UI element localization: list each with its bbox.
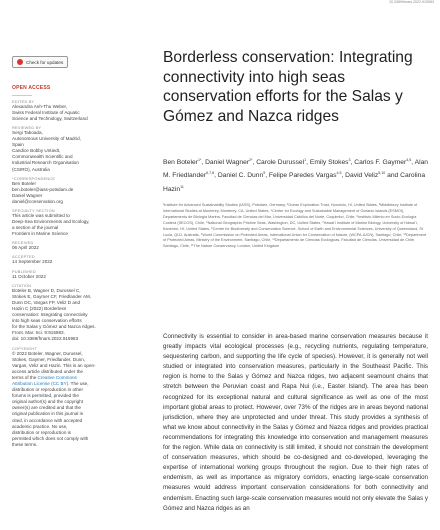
citation-text: Boteler B, Wagner D, Durussel C, Stokes E, Gaymer CF, Friedlander AM, Dunn DC, Vargas FP, Veliz D and Hazin C (2022) Borderless conservation: Integrating connectivity into high seas conservation efforts for the Salas y Gómez and Nazca ridges. Front. Mar. Sci. 9:915983. doi: 10.3389/fmars.2022.915983 bbox=[12, 287, 96, 342]
author-affiliation-marker: 3 bbox=[348, 158, 351, 162]
published-date: 11 October 2022 bbox=[12, 273, 46, 279]
reviewed-by-heading: REVIEWED BY bbox=[12, 124, 42, 130]
copyright-pre: © 2022 Boteler, Wagner, Durussel, Stokes, Gaymer, Friedlander, Dunn, Vargas, Veliz and Hazin. This is an open- access article distributed under the terms of the bbox=[12, 350, 96, 380]
correspondence-info: Ben Boteler ben.boteler@iass-potsdam.de Daniel Wagner daniel@conservation.org bbox=[12, 180, 74, 204]
accepted-heading: ACCEPTED bbox=[12, 254, 35, 260]
author-name[interactable]: Carlos F. Gaymer bbox=[354, 159, 407, 167]
editor-info: Alexandra Anh-Thu Weber, Swiss Federal Institute of Aquatic Science and Technology, Switzerland bbox=[12, 103, 88, 121]
divider bbox=[12, 95, 32, 96]
author-list: Ben Boteler$^{1*}$, Daniel Wagner$^{2*}$, Carole Durussel$^1$, Emily Stokes$^3$, Carlos F. Gaymer$^{4,5}$, Alan M. Friedlander$^{6,7,8}$, Daniel C. Dunn$^9$, Felipe Paredes Vargas$^{4,5}$, David Veliz$^{5,10}$ and Carolina Hazin$^{11}$ bbox=[163, 158, 429, 194]
correspondence-heading: *CORRESPONDENCE bbox=[12, 175, 56, 181]
author-affiliation-marker: 1* bbox=[197, 158, 202, 162]
author-affiliation-marker: 2* bbox=[249, 158, 253, 162]
specialty-info: This article was submitted to Deep-Sea Environments and Ecology, a section of the journal Frontiers in Marine Science bbox=[12, 213, 90, 237]
check-updates-button[interactable] bbox=[12, 56, 68, 68]
edited-by-heading: EDITED BY bbox=[12, 98, 35, 104]
author-affiliation-marker: 5,10 bbox=[378, 171, 386, 176]
article-title: Borderless conservation: Integrating connectivity into high seas conservation efforts for the Salas y Gómez and Nazca ridges bbox=[163, 49, 413, 125]
copyright-text bbox=[12, 351, 107, 449]
author-name[interactable]: Daniel Wagner bbox=[205, 159, 250, 167]
author-name[interactable]: David Veliz bbox=[345, 172, 379, 180]
check-updates-label: Check for updates bbox=[26, 59, 64, 65]
author-name[interactable]: Carole Durussel bbox=[256, 159, 305, 167]
doi-header: 10.3389/fmars.2022.915983 bbox=[389, 0, 434, 4]
author-name[interactable]: Daniel C. Dunn bbox=[217, 172, 264, 180]
abstract: Connectivity is essential to consider in area-based marine conservation measures because it greatly impacts vital ecological processes (e.g., recycling nutrients, regulating temperature, sequestering carbon, and supporting the life cycle of species). However, it is generally not well studied or integrated into conservation measures, particularly in the Southeast Pacific. This region is home to the Salas y Gómez and Nazca ridges, two adjacent seamount chains that stretch between the Peruvian coast and Rapa Nui (i.e., Easter Island). The area has been recognized for its exceptional natural and cultural significance as well as one of the most important global areas to protect. However, over 73% of the ridges are in areas beyond national jurisdiction, where they are unprotected and under threat. This study provides a synthesis of what we know about connectivity in the Salas y Gómez and Nazca ridges and provides practical recommendations for integrating this knowledge into conservation and management measures for the region. While data on connectivity is still limited, it should not constrain the development of conservation measures, which should be co-designed and co-developed, leveraging the expertise of international working groups throughout the region. Due to their high rates of endemism, as well as importance as migratory corridors, enacting large-scale conservation measures would address important conservation considerations for both connectivity and endemism. Enacting such large-scale conservation measures would not only elevate the Salas y Gómez and Nazca ridges as an bbox=[163, 333, 428, 512]
article-info-sidebar bbox=[12, 52, 107, 450]
specialty-heading: SPECIALTY SECTION bbox=[12, 208, 55, 213]
author-affiliation-marker: 9 bbox=[263, 171, 266, 176]
open-access-label: OPEN ACCESS bbox=[12, 85, 51, 91]
author-affiliation-marker: 1 bbox=[304, 158, 307, 162]
author-name[interactable]: Carolina Hazin bbox=[163, 172, 426, 194]
author-affiliation-marker: 4,5 bbox=[406, 158, 412, 162]
author-affiliation-marker: 6,7,8 bbox=[206, 171, 215, 176]
copyright-post: . The use, distribution or reproduction in other forums is permitted, provided the original author(s) and the copyright owner(s) are credited and that the original publication in this journal is cited, in accordance with accepted academic practice. No use, distribution or reproduction is permitted which does not comply with these terms. bbox=[12, 380, 89, 447]
author-name[interactable]: Felipe Paredes Vargas bbox=[268, 172, 337, 180]
received-date: 06 April 2022 bbox=[12, 245, 39, 251]
cc-by-link[interactable]: Creative Commons Attribution License (CC BY) bbox=[12, 374, 77, 386]
author-name[interactable]: Emily Stokes bbox=[309, 159, 349, 167]
published-heading: PUBLISHED bbox=[12, 268, 36, 274]
copyright-heading: COPYRIGHT bbox=[12, 345, 37, 351]
citation-heading: CITATION bbox=[12, 282, 32, 288]
author-name[interactable]: Ben Boteler bbox=[163, 159, 198, 167]
affiliations: ¹Institute for Advanced Sustainability Studies (IASS), Potsdam, Germany, ²Ocean Exploration Trust, Honolulu, HI, United States, ³Middlebury Institute of International Studies at Monterey, Monterey, CA, United States, ⁴Center for Ecology and Sustainable Management of Oceanic Islands (ESMOI), Departamento de Biología Marina, Facultad de Ciencias del Mar, Universidad Católica del Norte, Coquimbo, Chile, ⁵Instituto Milenio en Socio-Ecología Costera (SECOS), Chile, ⁶National Geographic Pristine Seas, Washington, DC, United States, ⁷Hawaiʻi Institute of Marine Biology, University of Hawaiʻi, Kaneohe, HI, United States, ⁸Centre for Biodiversity and Conservation Science, School of Earth and Environmental Sciences, University of Queensland, St Lucia, QLD, Australia, ⁹World Commission on Protected Areas, International Union for Conservation of Nature, (WCPA-IUCN), Santiago, Chile, ¹⁰Department of Protected Areas, Ministry of the Environment, Santiago, Chile, ¹¹Departamento de Ciencias Ecológicas, Facultad de Ciencias, Universidad de Chile, Santiago, Chile, ¹¹The Nature Conservancy, London, United Kingdom bbox=[163, 203, 426, 249]
author-affiliation-marker: 11 bbox=[180, 184, 184, 189]
author-affiliation-marker: 4,5 bbox=[336, 171, 342, 176]
reviewers-info: Sergi Taboada, Autonomous University of Madrid, Spain Candice Bobby Untiedt, Commonwealth Scientific and Industrial Research Organisation (CSIRO), Australia bbox=[12, 129, 81, 172]
accepted-date: 14 September 2022 bbox=[12, 259, 53, 265]
received-heading: RECEIVED bbox=[12, 240, 34, 246]
crossmark-icon bbox=[17, 59, 23, 65]
author-name[interactable]: Alan M. Friedlander bbox=[163, 159, 429, 180]
